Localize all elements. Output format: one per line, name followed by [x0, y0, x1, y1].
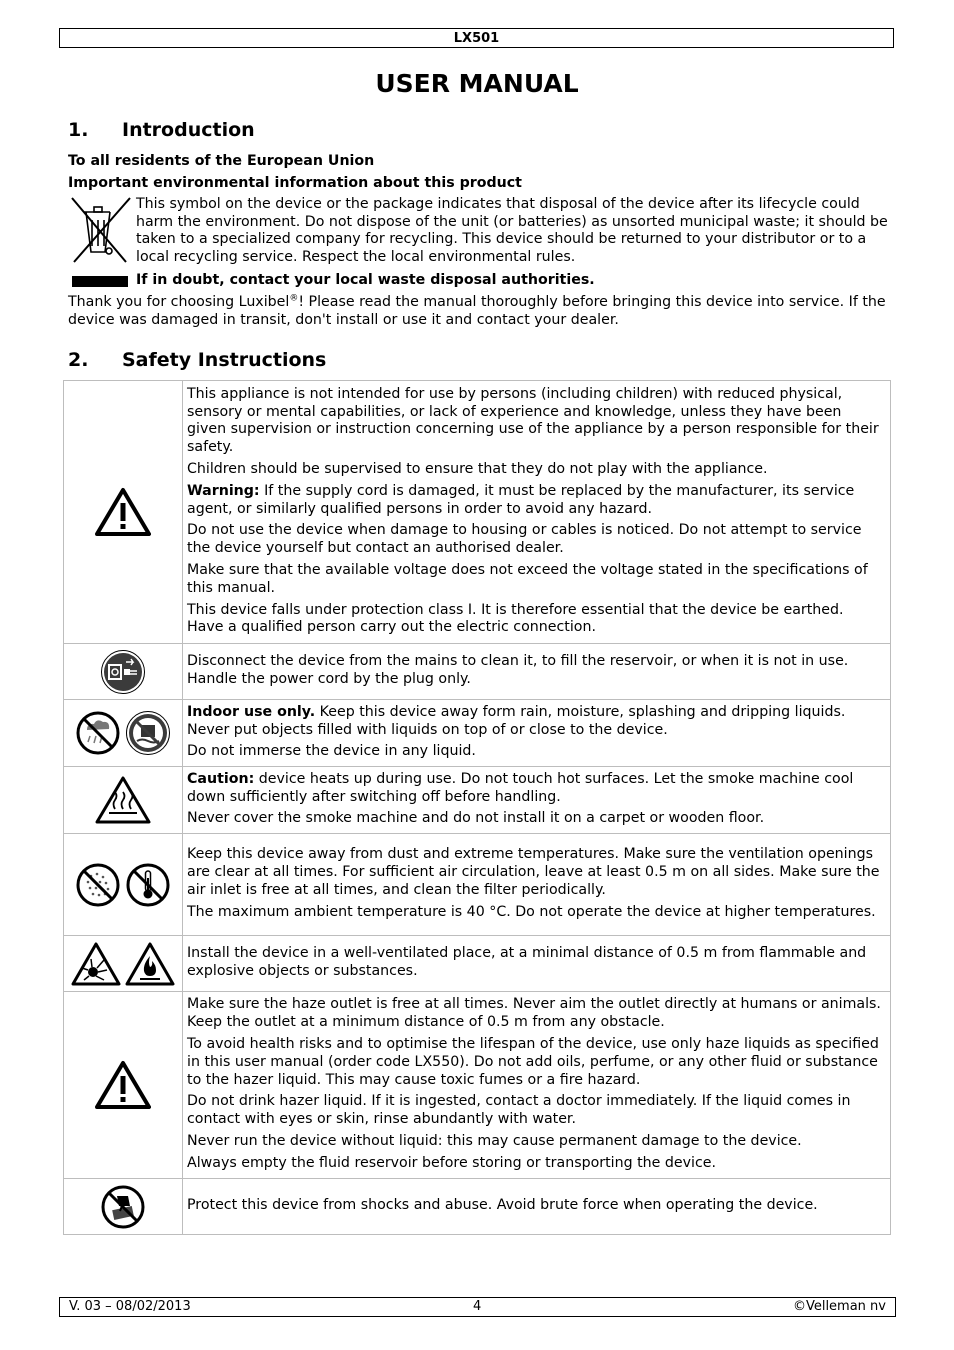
hot-surface-icon — [95, 775, 151, 825]
safety-icon-cell — [64, 700, 183, 767]
safety-icon-cell — [64, 936, 183, 992]
safety-paragraph: This appliance is not intended for use by persons (including children) with reduced physical, sensory or mental capabilities, or lack of experience and knowledge, unless they have been given supervision or instruction concerning use of the appliance by a person responsible for their safety. — [187, 385, 879, 456]
safety-icon-cell — [64, 767, 183, 834]
safety-text-cell — [183, 992, 891, 1179]
page-header — [59, 28, 894, 48]
safety-table — [63, 380, 891, 1235]
thanks-text-after: ! Please read the manual thoroughly before bringing this device into service. If the device was damaged in transit, don't install or use it and contact your dealer. — [68, 294, 886, 328]
safety-text-cell — [183, 1179, 891, 1235]
footer-copyright: ©Velleman nv — [792, 1299, 886, 1314]
safety-paragraph: The maximum ambient temperature is 40 °C. Do not operate the device at higher temperatures. — [187, 903, 876, 920]
footer-version: V. 03 – 08/02/2013 — [69, 1299, 191, 1314]
weee-paragraph: This symbol on the device or the package indicates that disposal of the device after its lifecycle could harm the environment. Do not dispose of the unit (or batteries) as unsorted municipal waste; it should be taken to a specialized company for recycling. This device should be returned to your distributor or to a local recycling service. Respect the local environmental rules. — [136, 196, 888, 265]
safety-row — [64, 1179, 891, 1235]
doubt-line: If in doubt, contact your local waste disposal authorities. — [136, 272, 595, 288]
page-title: USER MANUAL — [375, 69, 579, 98]
safety-paragraph: Never run the device without liquid: this may cause permanent damage to the device. — [187, 1132, 802, 1149]
safety-icon-cell — [64, 1179, 183, 1235]
safety-paragraph: Always empty the fluid reservoir before storing or transporting the device. — [187, 1154, 717, 1171]
section-introduction-heading — [68, 118, 255, 142]
warning-icon — [95, 487, 151, 537]
section-title: Introduction — [122, 119, 255, 141]
safety-icon-cell — [64, 834, 183, 936]
registered-mark: ® — [289, 293, 299, 304]
safety-text-cell — [183, 381, 891, 644]
safety-paragraph: Make sure that the available voltage does not exceed the voltage stated in the specifications of this manual. — [187, 561, 868, 596]
page-footer — [59, 1297, 896, 1317]
safety-paragraph: To avoid health risks and to optimise the lifespan of the device, use only haze liquids as specified in this user manual (order code LX550). Do not add oils, perfume, or any other fluid or substance to the hazer liquid. This may cause toxic fumes or a fire hazard. — [187, 1036, 879, 1088]
safety-row — [64, 834, 891, 936]
safety-text-cell — [183, 936, 891, 992]
safety-paragraph: Do not use the device when damage to housing or cables is noticed. Do not attempt to service the device yourself but contact an authorised dealer. — [187, 522, 862, 557]
safety-text-cell — [183, 834, 891, 936]
no-rain-icon — [75, 710, 121, 756]
safety-row — [64, 936, 891, 992]
warning-icon — [95, 1060, 151, 1110]
safety-row — [64, 767, 891, 834]
safety-paragraph: Warning: If the supply cord is damaged, it must be replaced by the manufacturer, its service agent, or similarly qualified persons in order to avoid any hazard. — [187, 482, 855, 517]
section-safety-heading — [68, 348, 326, 372]
flammable-icon — [125, 942, 175, 986]
safety-paragraph: Do not drink hazer liquid. If it is ingested, contact a doctor immediately. If the liquid comes in contact with eyes or skin, rinse abundantly with water. — [187, 1093, 851, 1128]
safety-paragraph: Never cover the smoke machine and do not install it on a carpet or wooden floor. — [187, 810, 765, 827]
safety-paragraph: Protect this device from shocks and abuse. Avoid brute force when operating the device. — [187, 1197, 818, 1214]
section-number: 2. — [68, 349, 89, 371]
section-number: 1. — [68, 119, 89, 141]
safety-icon-cell — [64, 992, 183, 1179]
safety-paragraph: Keep this device away from dust and extreme temperatures. Make sure the ventilation openings are clear at all times. For sufficient air circulation, leave at least 0.5 m on all sides. Make sure the air inlet is free at all times, and clean the filter periodically. — [187, 846, 880, 898]
crossed-bin-icon — [68, 196, 132, 264]
thanks-text-before: Thank you for choosing Luxibel — [68, 294, 290, 310]
safety-row — [64, 700, 891, 767]
safety-icon-cell — [64, 644, 183, 700]
eu-residents-line: To all residents of the European Union — [68, 153, 375, 169]
safety-text-cell — [183, 644, 891, 700]
weee-black-bar — [72, 276, 128, 287]
environment-info-line: Important environmental information about this product — [68, 175, 522, 191]
no-extreme-temperature-icon — [125, 862, 171, 908]
safety-row — [64, 992, 891, 1179]
safety-icon-cell — [64, 381, 183, 644]
safety-row — [64, 644, 891, 700]
safety-paragraph: Install the device in a well-ventilated place, at a minimal distance of 0.5 m from flammable and explosive objects or substances. — [187, 945, 867, 979]
explosive-icon — [71, 942, 121, 986]
unplug-icon — [100, 649, 146, 695]
safety-paragraph: Do not immerse the device in any liquid. — [187, 743, 476, 760]
no-dust-icon — [75, 862, 121, 908]
safety-paragraph: Caution: device heats up during use. Do not touch hot surfaces. Let the smoke machine cool down sufficiently after switching off before handling. — [187, 770, 854, 805]
no-shock-icon — [100, 1184, 146, 1230]
safety-text-cell — [183, 767, 891, 834]
thank-you-paragraph — [68, 294, 888, 329]
safety-paragraph: Make sure the haze outlet is free at all times. Never aim the outlet directly at humans or animals. Keep the outlet at a minimum distance of 0.5 m from any obstacle. — [187, 996, 881, 1031]
section-title: Safety Instructions — [122, 349, 327, 371]
model-label: LX501 — [453, 31, 500, 46]
footer-page-number: 4 — [473, 1299, 482, 1314]
safety-paragraph: Children should be supervised to ensure that they do not play with the appliance. — [187, 461, 768, 477]
safety-paragraph: This device falls under protection class I. It is therefore essential that the device be earthed. Have a qualified person carry out the electric connection. — [187, 601, 844, 636]
safety-text-cell — [183, 700, 891, 767]
safety-paragraph: Disconnect the device from the mains to clean it, to fill the reservoir, or when it is not in use. Handle the power cord by the plug only. — [187, 653, 849, 687]
no-liquid-icon — [125, 710, 171, 756]
safety-row — [64, 381, 891, 644]
safety-paragraph: Indoor use only. Keep this device away form rain, moisture, splashing and dripping liquids. Never put objects filled with liquids on top of or close to the device. — [187, 703, 846, 738]
